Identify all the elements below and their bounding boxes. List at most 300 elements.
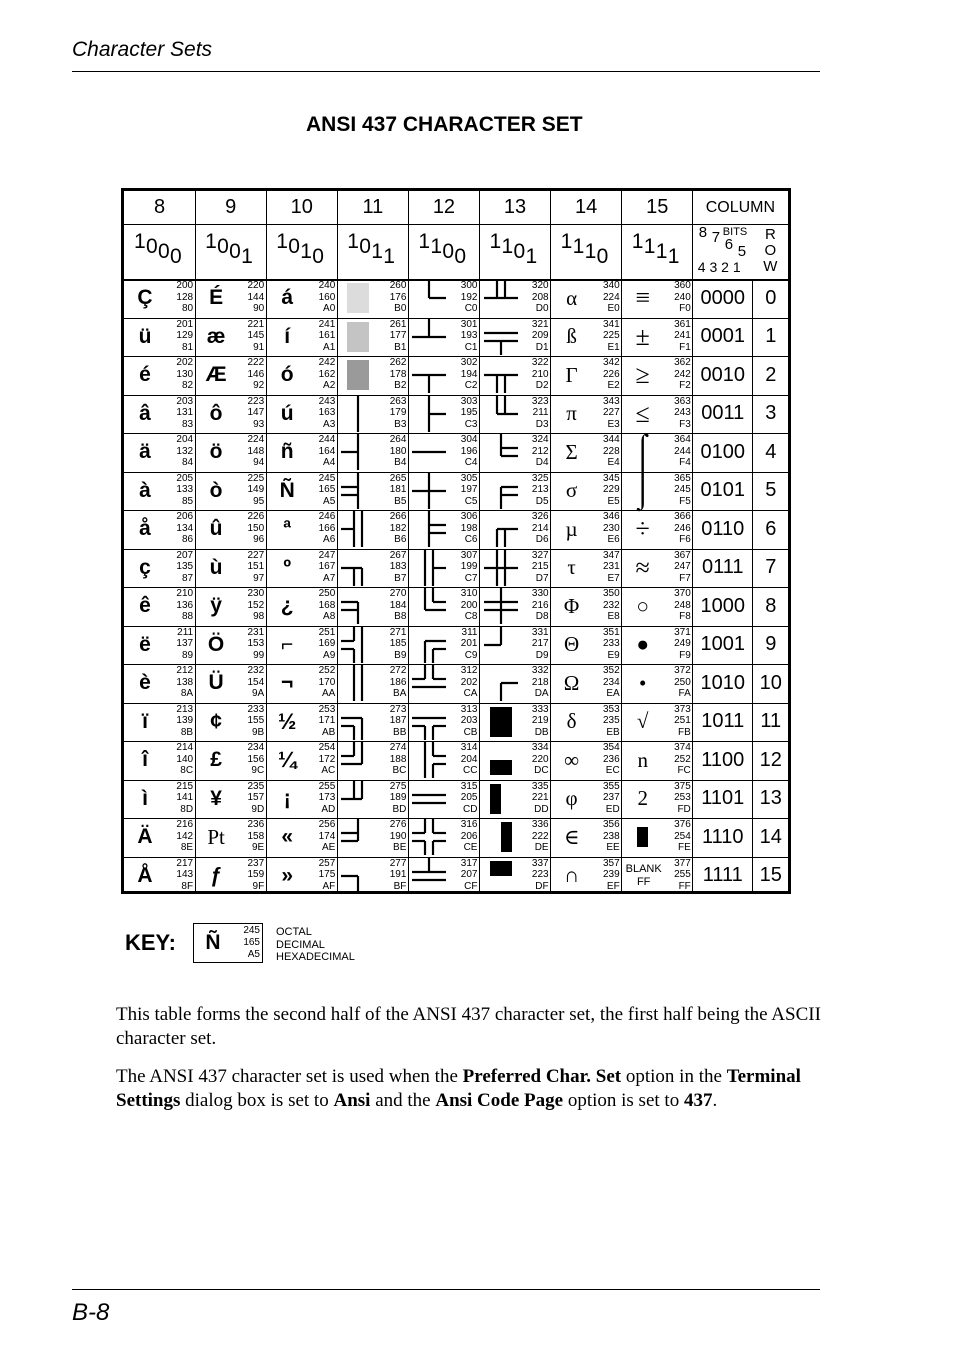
row-bits-8: 1000 bbox=[700, 594, 746, 617]
column-bit: 0 bbox=[170, 245, 182, 268]
char-decimal: 245 bbox=[674, 484, 691, 496]
char-codes bbox=[161, 473, 193, 508]
char-octal: 201 bbox=[176, 318, 194, 330]
char-glyph: â bbox=[139, 401, 151, 425]
char-cell-86 bbox=[124, 510, 195, 549]
char-glyph: ∩ bbox=[564, 863, 580, 888]
char-cell-80 bbox=[124, 279, 195, 318]
column-bit: 1 bbox=[643, 235, 656, 258]
char-hex: E8 bbox=[607, 611, 620, 623]
char-cell-c5 bbox=[408, 472, 479, 511]
char-octal: 225 bbox=[247, 472, 265, 484]
char-octal: 300 bbox=[460, 280, 478, 291]
char-octal: 353 bbox=[603, 703, 620, 715]
char-hex: A3 bbox=[323, 418, 336, 430]
char-codes bbox=[588, 781, 620, 816]
char-decimal: 137 bbox=[176, 638, 194, 650]
char-octal: 336 bbox=[531, 819, 549, 830]
char-cell-fa bbox=[622, 664, 693, 703]
char-glyph: 2 bbox=[637, 786, 648, 811]
char-hex: 97 bbox=[253, 572, 265, 584]
char-hex: 86 bbox=[181, 534, 194, 546]
char-hex: B4 bbox=[394, 457, 407, 469]
char-cell-8f bbox=[124, 857, 195, 896]
char-decimal: 247 bbox=[674, 561, 691, 573]
char-octal: 255 bbox=[318, 780, 336, 792]
char-octal: 243 bbox=[318, 395, 336, 407]
char-glyph bbox=[410, 279, 448, 318]
char-cell-b0 bbox=[337, 279, 408, 318]
column-number: 9 bbox=[225, 196, 237, 218]
char-decimal: 250 bbox=[674, 676, 691, 688]
char-decimal: 251 bbox=[674, 715, 691, 727]
char-glyph bbox=[410, 472, 448, 511]
char-hex: BE bbox=[393, 842, 407, 854]
footer-rule bbox=[72, 1289, 820, 1290]
char-glyph bbox=[339, 818, 377, 857]
char-glyph: ñ bbox=[280, 440, 294, 464]
char-decimal: 221 bbox=[531, 792, 549, 804]
char-hex: 91 bbox=[253, 341, 265, 353]
char-octal: 360 bbox=[674, 280, 691, 291]
column-bit: 0 bbox=[312, 245, 324, 268]
char-decimal: 201 bbox=[460, 638, 478, 650]
char-glyph: ª bbox=[283, 517, 292, 541]
char-glyph bbox=[410, 780, 448, 819]
char-decimal: 232 bbox=[603, 599, 620, 611]
char-glyph bbox=[482, 857, 520, 896]
char-codes bbox=[445, 473, 477, 508]
row-number-12: 12 bbox=[759, 748, 782, 771]
char-octal: 244 bbox=[318, 434, 336, 445]
char-octal: 377 bbox=[674, 857, 691, 869]
char-codes bbox=[374, 627, 406, 662]
char-cell-ea bbox=[551, 664, 622, 703]
char-decimal: 135 bbox=[176, 561, 194, 573]
char-glyph bbox=[482, 626, 520, 665]
char-cell-83 bbox=[124, 395, 195, 434]
char-codes bbox=[517, 434, 549, 469]
char-hex: E4 bbox=[607, 457, 620, 469]
char-hex: 9A bbox=[251, 688, 265, 700]
char-cell-b5 bbox=[337, 472, 408, 511]
char-hex: D1 bbox=[535, 341, 549, 353]
char-cell-e2 bbox=[551, 356, 622, 395]
char-decimal: 240 bbox=[674, 291, 691, 303]
char-glyph bbox=[482, 818, 520, 857]
char-cell-9a bbox=[195, 664, 266, 703]
char-cell-df bbox=[480, 857, 551, 896]
char-octal: 205 bbox=[176, 472, 194, 484]
char-hex: 9B bbox=[251, 726, 265, 738]
key-hex: A5 bbox=[247, 949, 260, 960]
char-hex: BA bbox=[393, 688, 407, 700]
char-hex: F9 bbox=[679, 649, 691, 661]
char-octal: 217 bbox=[176, 857, 194, 869]
char-hex: CF bbox=[464, 880, 478, 892]
char-decimal: 200 bbox=[460, 599, 478, 611]
char-hex: B5 bbox=[394, 495, 407, 507]
char-hex: 92 bbox=[253, 380, 265, 392]
char-decimal: 205 bbox=[460, 792, 478, 804]
bits-legend-word: BITS bbox=[722, 226, 748, 238]
char-hex: DE bbox=[534, 842, 549, 854]
key-legend-hex: HEXADECIMAL bbox=[276, 951, 355, 963]
char-glyph bbox=[410, 741, 448, 780]
char-hex: E2 bbox=[607, 380, 620, 392]
char-hex: 8C bbox=[180, 765, 194, 777]
char-octal: 227 bbox=[247, 549, 265, 561]
key-decimal: 165 bbox=[243, 937, 260, 948]
row-number-15: 15 bbox=[759, 864, 782, 887]
char-hex: F7 bbox=[679, 572, 691, 584]
char-cell-c0 bbox=[408, 279, 479, 318]
char-glyph bbox=[482, 318, 520, 357]
char-codes bbox=[659, 550, 691, 585]
char-decimal: 188 bbox=[389, 753, 407, 765]
char-codes bbox=[161, 588, 193, 623]
char-glyph: ß bbox=[566, 324, 577, 349]
char-octal: 262 bbox=[389, 357, 407, 368]
char-decimal: 158 bbox=[247, 830, 265, 842]
char-hex: A4 bbox=[323, 457, 336, 469]
char-decimal: 172 bbox=[318, 753, 336, 765]
char-cell-a3 bbox=[266, 395, 337, 434]
char-octal: 265 bbox=[389, 472, 407, 484]
char-decimal: 163 bbox=[318, 407, 336, 419]
column-header-9 bbox=[195, 191, 266, 224]
char-hex: F6 bbox=[679, 534, 691, 546]
row-number-4: 4 bbox=[765, 440, 777, 463]
char-codes bbox=[303, 704, 335, 739]
char-codes bbox=[445, 858, 477, 893]
char-cell-d0 bbox=[480, 279, 551, 318]
char-hex: BD bbox=[392, 803, 407, 815]
char-decimal: 239 bbox=[603, 869, 620, 881]
char-codes bbox=[374, 704, 406, 739]
column-bit: 1 bbox=[134, 230, 146, 253]
char-decimal: 225 bbox=[603, 330, 620, 342]
char-octal: 216 bbox=[176, 819, 194, 830]
char-codes bbox=[303, 627, 335, 662]
column-bit: 1 bbox=[667, 245, 680, 268]
char-glyph: • bbox=[639, 670, 647, 695]
char-glyph bbox=[482, 510, 520, 549]
char-octal: 325 bbox=[531, 472, 549, 484]
char-octal: 311 bbox=[461, 626, 478, 638]
char-glyph: £ bbox=[210, 748, 222, 772]
char-codes bbox=[232, 704, 264, 739]
row-bits-15: 1111 bbox=[702, 864, 743, 887]
char-hex: C8 bbox=[464, 611, 478, 623]
char-glyph: º bbox=[283, 555, 292, 579]
char-decimal: 128 bbox=[176, 291, 194, 303]
char-hex: DF bbox=[535, 880, 549, 892]
bits-legend-digit: 5 bbox=[737, 243, 747, 260]
char-cell-ca bbox=[408, 664, 479, 703]
char-codes bbox=[232, 434, 264, 469]
char-hex: FD bbox=[677, 803, 691, 815]
char-glyph: « bbox=[281, 825, 294, 849]
char-octal: 346 bbox=[603, 511, 620, 522]
char-glyph bbox=[339, 549, 377, 588]
char-decimal: 183 bbox=[389, 561, 407, 573]
column-bit: 0 bbox=[442, 240, 455, 263]
char-cell-a2 bbox=[266, 356, 337, 395]
char-codes bbox=[374, 319, 406, 354]
char-cell-dc bbox=[480, 741, 551, 780]
char-cell-db bbox=[480, 703, 551, 742]
char-glyph bbox=[339, 472, 377, 511]
char-octal: 200 bbox=[176, 280, 194, 291]
char-glyph: ê bbox=[139, 594, 151, 618]
char-cell-b3 bbox=[337, 395, 408, 434]
char-codes bbox=[517, 550, 549, 585]
char-decimal: 144 bbox=[247, 291, 265, 303]
row-number-14: 14 bbox=[759, 825, 782, 848]
column-bits-11 bbox=[337, 224, 408, 279]
char-decimal: 141 bbox=[176, 792, 194, 804]
char-hex: D4 bbox=[535, 457, 549, 469]
char-glyph: ä bbox=[139, 440, 151, 464]
char-octal: 370 bbox=[674, 588, 691, 599]
char-hex: AD bbox=[321, 803, 336, 815]
char-octal: 252 bbox=[318, 665, 336, 676]
char-glyph: ≡ bbox=[635, 283, 651, 313]
char-decimal: 166 bbox=[318, 522, 336, 534]
char-decimal: 182 bbox=[389, 522, 407, 534]
char-cell-cd bbox=[408, 780, 479, 819]
char-glyph: π bbox=[566, 401, 577, 426]
char-cell-a0 bbox=[266, 279, 337, 318]
char-decimal: 149 bbox=[247, 484, 265, 496]
column-bit: 1 bbox=[560, 230, 573, 253]
usage-bold-437: 437 bbox=[683, 1090, 713, 1111]
char-decimal: 151 bbox=[247, 561, 265, 573]
char-glyph: √ bbox=[636, 709, 649, 734]
char-glyph bbox=[339, 587, 377, 626]
char-decimal: 218 bbox=[531, 676, 549, 688]
char-octal: 301 bbox=[460, 318, 478, 330]
char-octal: 362 bbox=[674, 357, 691, 368]
char-cell-d4 bbox=[480, 433, 551, 472]
char-decimal: 210 bbox=[531, 368, 549, 380]
char-octal: 213 bbox=[176, 703, 194, 715]
char-hex: 99 bbox=[253, 649, 265, 661]
char-glyph bbox=[624, 818, 662, 857]
char-cell-f0 bbox=[622, 279, 693, 318]
char-hex: F0 bbox=[679, 303, 691, 315]
char-codes bbox=[517, 627, 549, 662]
column-bit: 1 bbox=[584, 240, 597, 263]
char-glyph: ∈ bbox=[563, 824, 580, 849]
char-cell-ff bbox=[622, 857, 693, 896]
char-codes bbox=[588, 357, 620, 392]
char-decimal: 195 bbox=[460, 407, 478, 419]
char-octal: 304 bbox=[460, 434, 478, 445]
char-decimal: 170 bbox=[318, 676, 336, 688]
char-octal: 207 bbox=[176, 549, 194, 561]
char-codes bbox=[588, 319, 620, 354]
char-hex: D8 bbox=[535, 611, 549, 623]
char-cell-b6 bbox=[337, 510, 408, 549]
char-cell-da bbox=[480, 664, 551, 703]
column-bit: 0 bbox=[288, 235, 300, 258]
char-cell-97 bbox=[195, 549, 266, 588]
char-octal: 307 bbox=[460, 549, 478, 561]
char-hex: F4 bbox=[679, 457, 691, 469]
char-decimal: 178 bbox=[389, 368, 407, 380]
char-octal: 315 bbox=[460, 780, 478, 792]
char-glyph: û bbox=[209, 517, 223, 541]
char-hex: A8 bbox=[323, 611, 336, 623]
char-cell-ae bbox=[266, 818, 337, 857]
char-codes bbox=[588, 434, 620, 469]
char-codes bbox=[232, 781, 264, 816]
char-glyph: ∞ bbox=[564, 747, 580, 772]
char-hex: F5 bbox=[679, 495, 691, 507]
char-cell-a5 bbox=[266, 472, 337, 511]
char-cell-90 bbox=[195, 279, 266, 318]
char-hex: E0 bbox=[607, 303, 620, 315]
char-octal: 334 bbox=[531, 742, 549, 753]
char-codes bbox=[161, 819, 193, 854]
char-glyph: ô bbox=[209, 401, 223, 425]
char-cell-c6 bbox=[408, 510, 479, 549]
char-glyph bbox=[410, 587, 448, 626]
char-cell-91 bbox=[195, 318, 266, 357]
char-hex: B2 bbox=[394, 380, 407, 392]
key-example-cell bbox=[193, 923, 263, 963]
char-cell-f6 bbox=[622, 510, 693, 549]
char-decimal: 136 bbox=[176, 599, 194, 611]
char-cell-9c bbox=[195, 741, 266, 780]
usage-paragraph bbox=[116, 1065, 826, 1113]
char-octal: 343 bbox=[603, 395, 620, 407]
char-octal: 345 bbox=[603, 472, 620, 484]
char-glyph: ± bbox=[635, 321, 650, 351]
char-glyph: ó bbox=[280, 363, 294, 387]
char-glyph: ¡ bbox=[283, 786, 291, 810]
char-decimal: 203 bbox=[460, 715, 478, 727]
char-glyph: ì bbox=[142, 786, 148, 810]
char-codes bbox=[588, 396, 620, 431]
char-hex: B3 bbox=[394, 418, 407, 430]
char-codes bbox=[445, 357, 477, 392]
char-glyph: Γ bbox=[565, 362, 578, 387]
char-hex: AF bbox=[322, 880, 336, 892]
char-decimal: 184 bbox=[389, 599, 407, 611]
char-cell-e6 bbox=[551, 510, 622, 549]
char-glyph bbox=[482, 664, 520, 703]
char-glyph: ÷ bbox=[635, 514, 650, 544]
char-hex: C0 bbox=[464, 303, 478, 315]
char-octal: 331 bbox=[531, 626, 549, 638]
char-decimal: 175 bbox=[318, 869, 336, 881]
char-decimal: 153 bbox=[247, 638, 265, 650]
column-bit: 1 bbox=[383, 245, 395, 268]
char-octal: 326 bbox=[531, 511, 549, 522]
char-codes bbox=[659, 319, 691, 354]
column-bits-14 bbox=[551, 224, 622, 279]
char-cell-ec bbox=[551, 741, 622, 780]
char-hex: D7 bbox=[535, 572, 549, 584]
char-codes bbox=[659, 858, 691, 893]
char-cell-88 bbox=[124, 587, 195, 626]
char-decimal: 233 bbox=[603, 638, 620, 650]
char-cell-eb bbox=[551, 703, 622, 742]
char-cell-a1 bbox=[266, 318, 337, 357]
char-octal: 220 bbox=[247, 280, 265, 291]
char-cell-d3 bbox=[480, 395, 551, 434]
row-bits-2: 0010 bbox=[700, 363, 746, 386]
char-cell-cc bbox=[408, 741, 479, 780]
char-codes bbox=[445, 319, 477, 354]
char-codes bbox=[303, 396, 335, 431]
char-codes bbox=[374, 396, 406, 431]
char-octal: 342 bbox=[603, 357, 620, 368]
char-glyph: Æ bbox=[205, 363, 227, 387]
char-hex: D2 bbox=[535, 380, 549, 392]
char-cell-b2 bbox=[337, 356, 408, 395]
char-hex: 8D bbox=[180, 803, 194, 815]
row-bits-12: 1100 bbox=[701, 748, 745, 771]
char-hex: AA bbox=[321, 688, 336, 700]
char-codes bbox=[445, 396, 477, 431]
char-glyph: σ bbox=[565, 478, 578, 503]
char-decimal: 168 bbox=[318, 599, 336, 611]
column-number: 13 bbox=[503, 196, 527, 218]
char-octal: 246 bbox=[318, 511, 336, 522]
char-codes bbox=[659, 357, 691, 392]
char-codes bbox=[517, 588, 549, 623]
char-codes bbox=[445, 665, 477, 700]
char-codes bbox=[517, 819, 549, 854]
char-decimal: 224 bbox=[603, 291, 620, 303]
char-cell-9e bbox=[195, 818, 266, 857]
char-glyph: Ö bbox=[207, 632, 225, 656]
char-codes bbox=[659, 742, 691, 777]
char-codes bbox=[374, 473, 406, 508]
char-decimal: 215 bbox=[531, 561, 549, 573]
char-octal: 226 bbox=[247, 511, 265, 522]
char-decimal: 222 bbox=[531, 830, 549, 842]
char-decimal: 194 bbox=[460, 368, 478, 380]
column-bits-12 bbox=[408, 224, 479, 279]
char-hex: CA bbox=[463, 688, 478, 700]
char-codes bbox=[588, 550, 620, 585]
column-number: 10 bbox=[290, 196, 313, 218]
char-octal: 271 bbox=[389, 626, 407, 638]
usage-bold-terminal-settings: Terminal Settings bbox=[116, 1066, 801, 1111]
char-hex: 8A bbox=[180, 688, 194, 700]
char-decimal: 143 bbox=[176, 869, 194, 881]
row-bits-1: 0001 bbox=[700, 325, 746, 348]
char-decimal: 138 bbox=[176, 676, 194, 688]
char-codes bbox=[374, 781, 406, 816]
char-hex: B1 bbox=[394, 341, 407, 353]
char-cell-99 bbox=[195, 626, 266, 665]
char-codes bbox=[517, 704, 549, 739]
char-codes bbox=[445, 819, 477, 854]
char-hex: 8F bbox=[181, 880, 194, 892]
char-decimal: 174 bbox=[318, 830, 336, 842]
char-decimal: 139 bbox=[176, 715, 194, 727]
char-glyph: ï bbox=[142, 709, 148, 733]
char-decimal: 164 bbox=[318, 445, 336, 457]
usage-text-4: and the bbox=[370, 1090, 436, 1111]
char-octal: 267 bbox=[389, 549, 407, 561]
